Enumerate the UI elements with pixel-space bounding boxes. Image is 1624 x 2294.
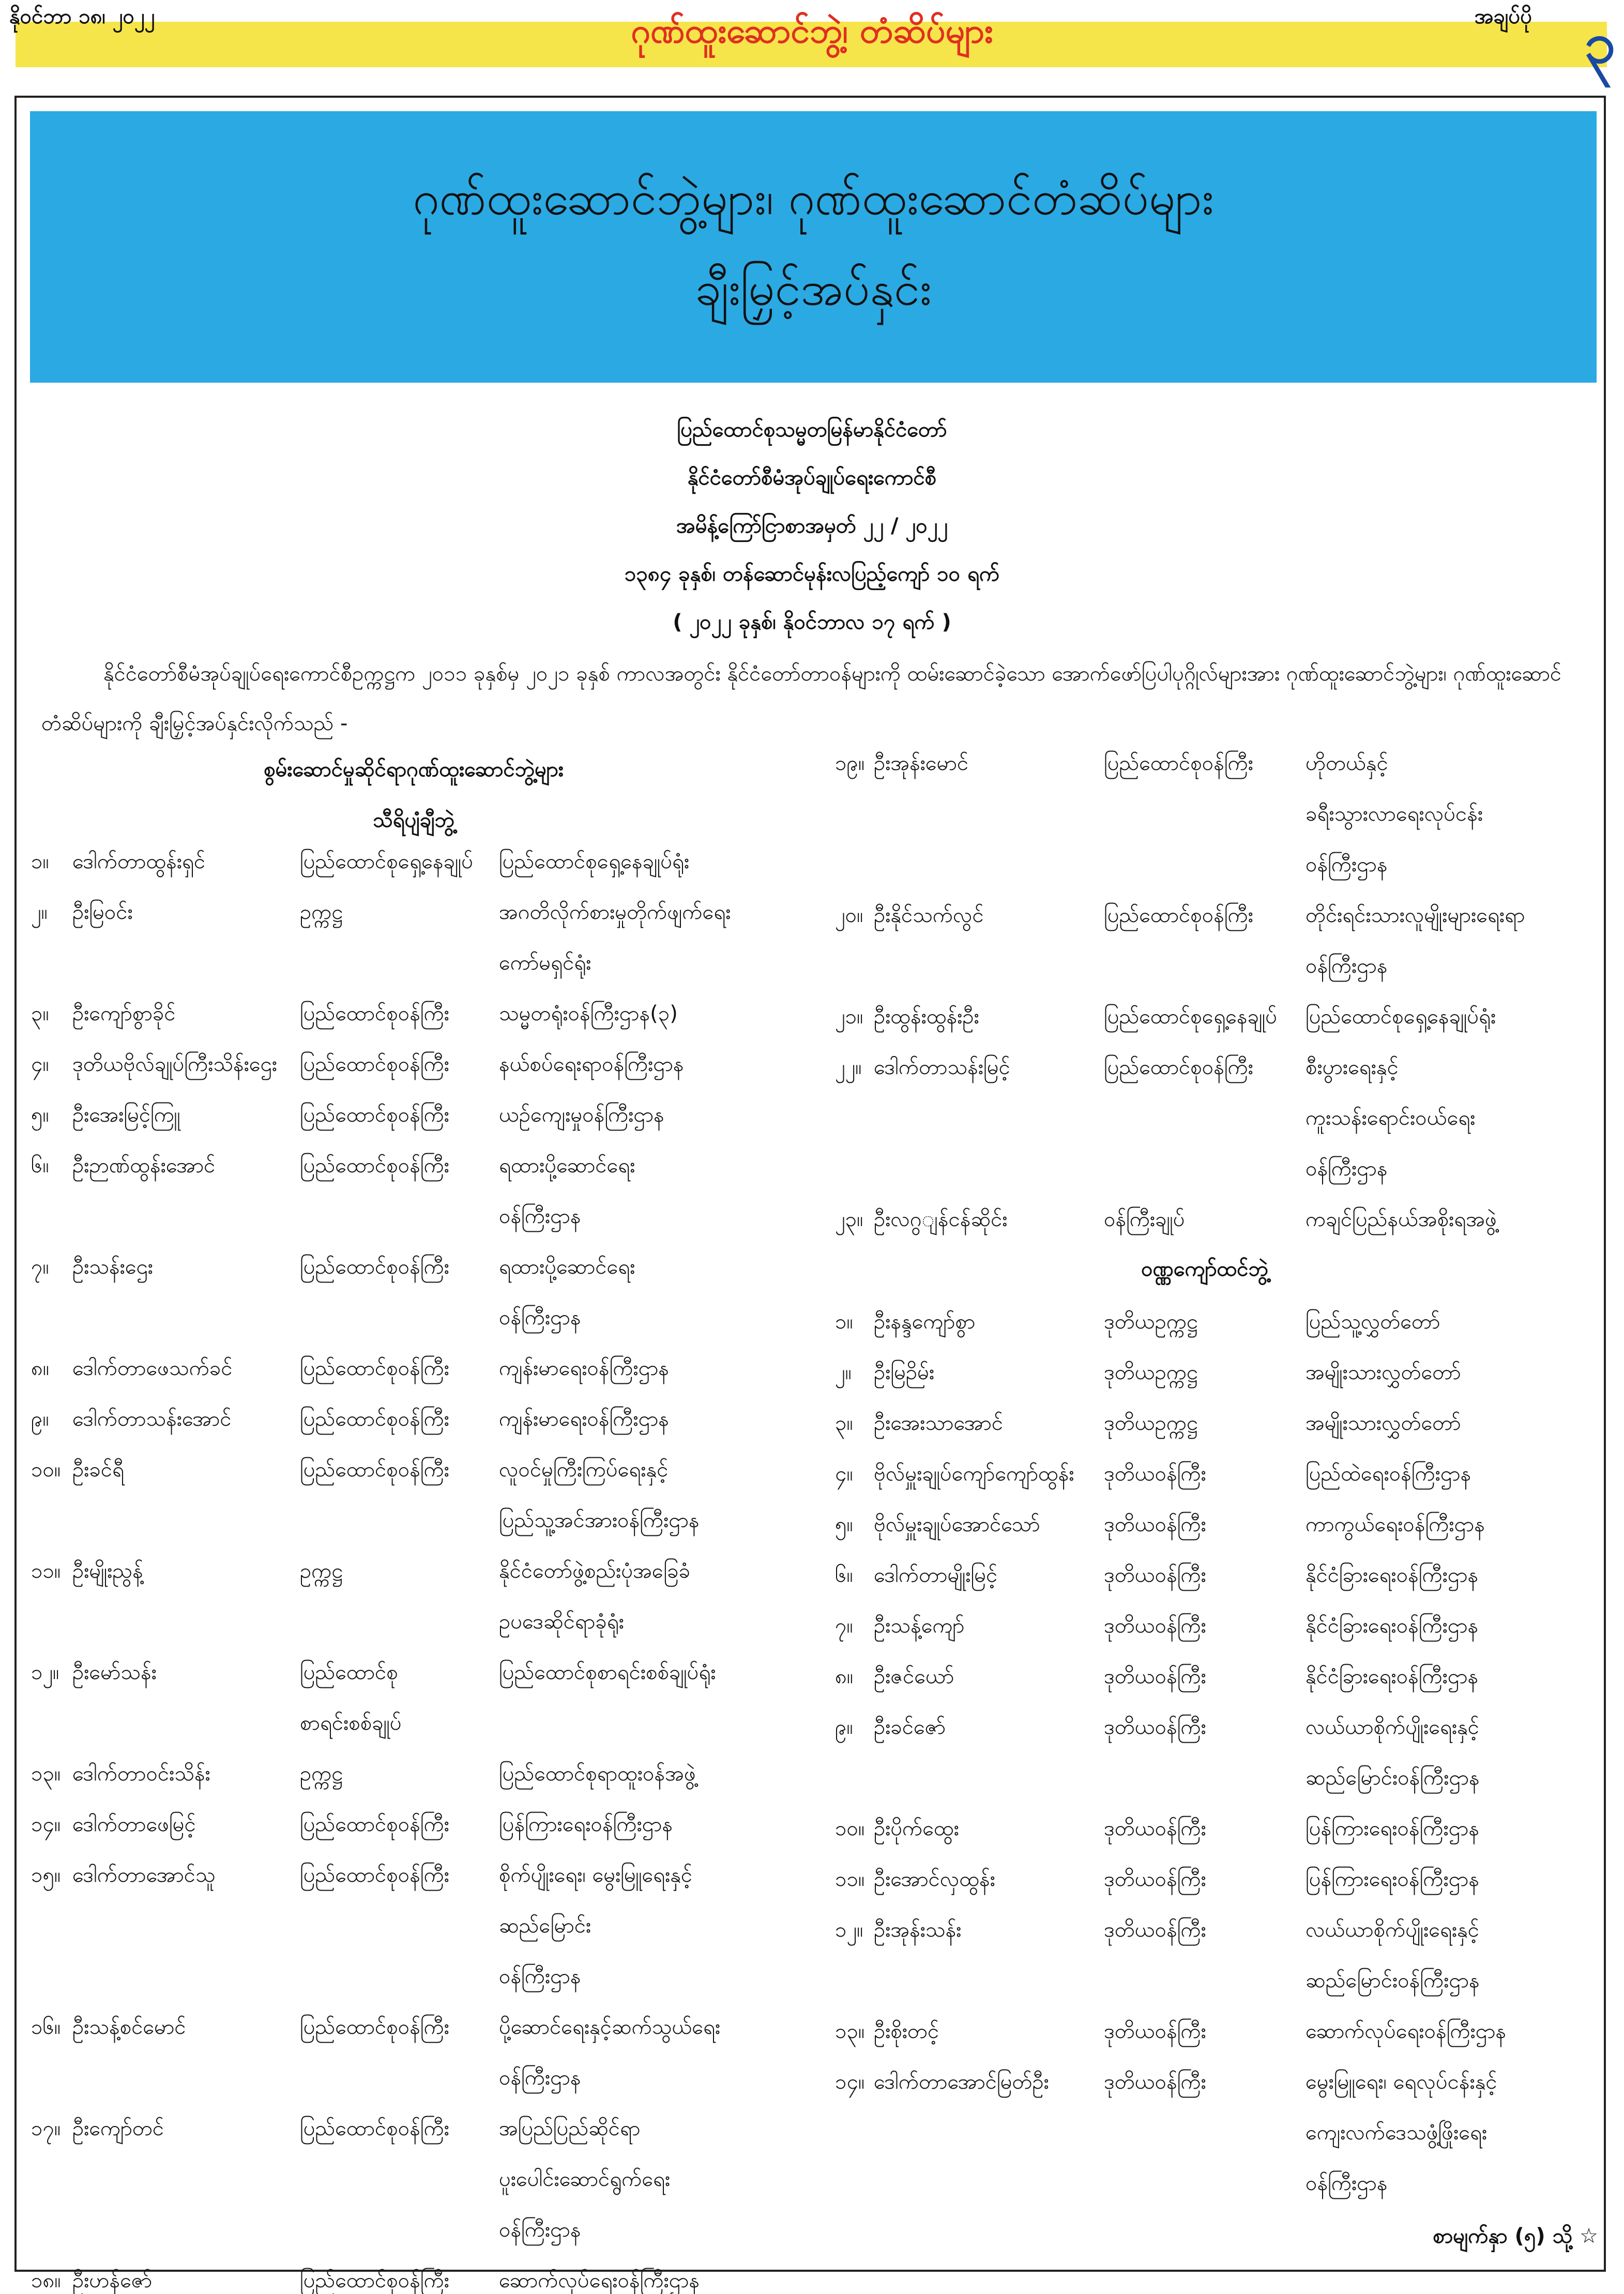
right-heading: ဝဏ္ဏကျော်ထင်ဘွဲ့	[1141, 1257, 1268, 1281]
entry-title: ဒုတိယဝန်ကြီး	[1104, 1462, 1206, 1486]
entry-office: ရထားပို့ဆောင်ရေး	[499, 1255, 635, 1279]
entry-office: ဝန်ကြီးဌာန	[499, 2066, 581, 2090]
entry-office: ယဉ်ကျေးမှုဝန်ကြီးဌာန	[499, 1103, 664, 1127]
entry-title: ဒုတိယဝန်ကြီး	[1104, 1918, 1206, 1942]
entry-name: ဒုတိယဗိုလ်ချုပ်ကြီးသိန်းဌေး	[72, 1052, 277, 1076]
entry-name: ဦးအေးသာအောင်	[874, 1411, 1003, 1435]
entry-name: ဗိုလ်မှူးချုပ်အောင်သော်	[874, 1513, 1040, 1536]
entry-name: ဦးအုန်းမောင်	[874, 751, 969, 775]
entry-office: ဝန်ကြီးဌာန	[1306, 1157, 1388, 1181]
gregorian-date: ( ၂၀၂၂ ခုနှစ်၊ နိုဝင်ဘာလ ၁၇ ရက် )	[673, 610, 951, 634]
entry-office: ပြည်ထောင်စုရှေ့နေချုပ်ရုံး	[499, 850, 690, 873]
entry-title: ပြည်ထောင်စုဝန်ကြီး	[300, 1407, 449, 1431]
entry-num: ၁၄။	[31, 1813, 61, 1836]
entry-title: ပြည်ထောင်စုဝန်ကြီး	[300, 2117, 449, 2140]
entry-office: ပူးပေါင်းဆောင်ရွက်ရေး	[499, 2167, 671, 2191]
entry-title: ဒုတိယဝန်ကြီး	[1104, 1817, 1206, 1840]
entry-name: ဦးသန့်ကျော်	[874, 1614, 965, 1638]
entry-name: ဦးဇင်ယော်	[874, 1665, 954, 1688]
entry-office: နယ်စပ်ရေးရာဝန်ကြီးဌာန	[499, 1052, 684, 1076]
entry-name: ဗိုလ်မှူးချုပ်ကျော်ကျော်ထွန်း	[874, 1462, 1074, 1486]
entry-title: ဒုတိယဥက္ကဋ္ဌ	[1104, 1310, 1198, 1334]
entry-title: ဥက္ကဋ္ဌ	[300, 900, 343, 924]
entry-num: ၆။	[835, 1563, 853, 1587]
entry-title: ပြည်ထောင်စုဝန်ကြီး	[300, 1458, 449, 1482]
entry-office: အမျိုးသားလွှတ်တော်	[1306, 1411, 1461, 1435]
entry-name: ဦးဉာဏ်ထွန်းအောင်	[72, 1154, 216, 1178]
entry-title: ပြည်ထောင်စုဝန်ကြီး	[300, 1052, 449, 1076]
entry-title: ဒုတိယဝန်ကြီး	[1104, 2070, 1206, 2094]
continued-note: စာမျက်နှာ (၅) သို့ ☆	[1433, 2224, 1598, 2248]
intro-text: နိုင်ငံတော်စီမံအုပ်ချုပ်ရေးကောင်စီဥက္ကဋ္ဌက ၂၀၁၁ ခုနှစ်မှ ၂၀၂၁ ခုနှစ် ကာလအတွင်း နိုင်ငံတော်တာဝန်များကို ထမ်းဆောင်ခဲ့သော အောက်ဖော်ပြပါပုဂ္ဂိုလ်များအား ဂုဏ်ထူးဆောင်ဘွဲ့များ၊ ဂုဏ်ထူးဆောင်တံဆိပ်များကို ချီးမြှင့်အပ်နှင်းလိုက်သည် -	[41, 662, 1562, 735]
entry-num: ၁၃။	[835, 2019, 865, 2043]
entry-num: ၁၈။	[31, 2269, 61, 2292]
entry-title: ဒုတိယဥက္ကဋ္ဌ	[1104, 1411, 1198, 1435]
entry-title: ပြည်ထောင်စုဝန်ကြီး	[1104, 751, 1253, 775]
entry-num: ၂။	[835, 1361, 852, 1384]
entry-num: ၄။	[31, 1052, 49, 1076]
entry-num: ၁၆။	[31, 2015, 61, 2039]
entry-office: ဆောက်လုပ်ရေးဝန်ကြီးဌာန	[1306, 2019, 1507, 2043]
entry-office: ဆောက်လုပ်ရေးဝန်ကြီးဌာန	[499, 2269, 700, 2292]
entry-num: ၁။	[31, 850, 49, 873]
banner-title-line2: ချီးမြှင့်အပ်နှင်း	[695, 262, 932, 316]
entry-num: ၁၅။	[31, 1863, 61, 1887]
entry-name: ဦးစိုးတင့်	[874, 2019, 939, 2043]
entry-title: ပြည်ထောင်စုဝန်ကြီး	[300, 1813, 449, 1836]
entry-office: ဆည်မြောင်းဝန်ကြီးဌာန	[1306, 1766, 1480, 1790]
entry-title: ပြည်ထောင်စုဝန်ကြီး	[1104, 903, 1253, 927]
entry-name: ဦးအုန်းသန်း	[874, 1918, 962, 1942]
entry-title: ပြည်ထောင်စုဝန်ကြီး	[300, 1255, 449, 1279]
entry-office: ဝန်ကြီးဌာန	[499, 1204, 581, 1228]
entry-office: ဝန်ကြီးဌာန	[499, 1965, 581, 1988]
entry-office: မွေးမြူရေး၊ ရေလုပ်ငန်းနှင့်	[1306, 2070, 1497, 2094]
entry-office: အပြည်ပြည်ဆိုင်ရာ	[499, 2117, 641, 2140]
page-number: ၃	[1584, 11, 1616, 76]
entry-name: ဒေါက်တာဖေသက်ခင်	[72, 1356, 233, 1380]
entry-num: ၂၂။	[835, 1055, 862, 1079]
entry-num: ၁၁။	[31, 1559, 61, 1583]
entry-num: ၁၂။	[31, 1661, 59, 1684]
entry-num: ၂။	[31, 900, 48, 924]
entry-num: ၆။	[31, 1154, 49, 1178]
entry-name: ဦးနန္ဒကျော်စွာ	[874, 1310, 976, 1334]
entry-office: သမ္မတရုံးဝန်ကြီးဌာန(၃)	[499, 1002, 678, 1025]
entry-office: ဝန်ကြီးဌာန	[499, 1306, 581, 1330]
entry-office: လူဝင်မှုကြီးကြပ်ရေးနှင့်	[499, 1458, 669, 1482]
entry-office: ကျေးလက်ဒေသဖွံ့ဖြိုးရေး	[1306, 2121, 1488, 2145]
entry-num: ၂၀။	[835, 903, 863, 927]
notification-number: အမိန့်ကြော်ငြာစာအမှတ် ၂၂ / ၂၀၂၂	[676, 514, 948, 538]
entry-num: ၂၃။	[835, 1208, 863, 1231]
entry-title: ဒုတိယဥက္ကဋ္ဌ	[1104, 1361, 1198, 1384]
entry-num: ၁၄။	[835, 2070, 865, 2094]
entry-num: ၉။	[835, 1715, 853, 1739]
entry-title: ပြည်ထောင်စုရှေ့နေချုပ်	[1104, 1005, 1277, 1029]
entry-name: ဒေါက်တာဖေမြင့်	[72, 1813, 196, 1836]
entry-title: ဒုတိယဝန်ကြီး	[1104, 1513, 1206, 1536]
entry-name: ဦးမျိုးညွန့်	[72, 1559, 143, 1583]
entry-num: ၁။	[835, 1310, 853, 1334]
entry-title: ဒုတိယဝန်ကြီး	[1104, 1665, 1206, 1688]
myanmar-date: ၁၃၈၄ ခုနှစ်၊ တန်ဆောင်မုန်းလပြည့်ကျော် ၁၀ ရက်	[624, 562, 1000, 586]
entry-office: ပို့ဆောင်ရေးနှင့်ဆက်သွယ်ရေး	[499, 2015, 721, 2039]
entry-num: ၃။	[31, 1002, 49, 1025]
entry-name: ဦးမြဝင်း	[72, 900, 133, 924]
entry-name: ဦးမြဉိမ်း	[874, 1361, 935, 1384]
entry-name: ဒေါက်တာအောင်သူ	[72, 1863, 216, 1887]
entry-num: ၇။	[835, 1614, 853, 1638]
entry-office: ပြည်ထောင်စုရှေ့နေချုပ်ရုံး	[1306, 1005, 1496, 1029]
entry-office: ခရီးသွားလာရေးလုပ်ငန်း	[1306, 802, 1483, 826]
entry-office: ဝန်ကြီးဌာန	[499, 2218, 581, 2242]
entry-name: ဒေါက်တာသန်းအောင်	[72, 1407, 232, 1431]
entry-title: စာရင်းစစ်ချုပ်	[300, 1711, 402, 1735]
entry-title: ဒုတိယဝန်ကြီး	[1104, 2019, 1206, 2043]
entry-office: စိုက်ပျိုးရေး၊ မွေးမြူရေးနှင့်	[499, 1863, 693, 1887]
entry-title: ဝန်ကြီးချုပ်	[1104, 1208, 1185, 1231]
entry-office: ကချင်ပြည်နယ်အစိုးရအဖွဲ့	[1306, 1208, 1497, 1231]
entry-title: ပြည်ထောင်စုရှေ့နေချုပ်	[300, 850, 473, 873]
entry-office: တိုင်းရင်းသားလူမျိုးများရေးရာ	[1306, 903, 1525, 927]
entry-num: ၈။	[835, 1665, 853, 1688]
entry-office: ပြည်သူ့အင်အားဝန်ကြီးဌာန	[499, 1508, 700, 1532]
entry-office: နိုင်ငံခြားရေးဝန်ကြီးဌာန	[1306, 1563, 1479, 1587]
entry-office: ကျန်းမာရေးဝန်ကြီးဌာန	[499, 1407, 669, 1431]
entry-office: စီးပွားရေးနှင့်	[1306, 1055, 1399, 1079]
entry-name: ဦးအေးမြင့်ကြူ	[72, 1103, 180, 1127]
entry-office: ပြန်ကြားရေးဝန်ကြီးဌာန	[1306, 1817, 1480, 1840]
entry-title: ပြည်ထောင်စုဝန်ကြီး	[300, 1863, 449, 1887]
entry-num: ၁၁။	[835, 1867, 865, 1891]
entry-office: ပြည်ထောင်စုရာထူးဝန်အဖွဲ့	[499, 1762, 696, 1786]
left-heading-line2: သီရိပျံချီဘွဲ့	[372, 808, 455, 832]
entry-title: ပြည်ထောင်စုဝန်ကြီး	[300, 2269, 449, 2292]
section-label: အချပ်ပို	[1474, 5, 1532, 28]
entry-title: ပြည်ထောင်စုဝန်ကြီး	[300, 2015, 449, 2039]
entry-name: ဦးကျော်တင်	[72, 2117, 164, 2140]
entry-title: ပြည်ထောင်စုဝန်ကြီး	[1104, 1055, 1253, 1079]
entry-num: ၄။	[835, 1462, 853, 1486]
entry-name: ဦးပိုက်ထွေး	[874, 1817, 959, 1840]
entry-num: ၁၃။	[31, 1762, 61, 1786]
title-banner	[30, 111, 1597, 383]
entry-office: ကာကွယ်ရေးဝန်ကြီးဌာန	[1306, 1513, 1485, 1536]
entry-office: ပြည်ထဲရေးဝန်ကြီးဌာန	[1306, 1462, 1471, 1486]
entry-name: ဒေါက်တာအောင်မြတ်ဦး	[874, 2070, 1049, 2094]
entry-num: ၅။	[835, 1513, 853, 1536]
country-name: ပြည်ထောင်စုသမ္မတမြန်မာနိုင်ငံတော်	[677, 418, 947, 442]
entry-title: ပြည်ထောင်စုဝန်ကြီး	[300, 1002, 449, 1025]
entry-title: ဒုတိယဝန်ကြီး	[1104, 1867, 1206, 1891]
entry-title: ဥက္ကဋ္ဌ	[300, 1559, 343, 1583]
entry-name: ဦးသန်းဌေး	[72, 1255, 153, 1279]
entry-name: ဦးလဂွျန်ငန်ဆိုင်း	[874, 1208, 1008, 1231]
entry-num: ၁၇။	[31, 2117, 61, 2140]
intro-paragraph	[41, 649, 1587, 748]
entry-num: ၁၉။	[835, 751, 865, 775]
entry-office: ကူးသန်းရောင်းဝယ်ရေး	[1306, 1106, 1476, 1130]
entry-num: ၁၀။	[31, 1458, 61, 1482]
header-title: ဂုဏ်ထူးဆောင်ဘွဲ့၊ တံဆိပ်များ	[631, 11, 993, 51]
entry-title: ဒုတိယဝန်ကြီး	[1104, 1715, 1206, 1739]
entry-office: ပြည်သူ့လွှတ်တော်	[1306, 1310, 1440, 1334]
issue-date: နိုဝင်ဘာ ၁၈၊ ၂၀၂၂	[9, 5, 155, 28]
entry-office: လယ်ယာစိုက်ပျိုးရေးနှင့်	[1306, 1918, 1479, 1942]
entry-office: ဆည်မြောင်းဝန်ကြီးဌာန	[1306, 1969, 1480, 1993]
entry-office: ဟိုတယ်နှင့်	[1306, 751, 1388, 775]
entry-title: ဥက္ကဋ္ဌ	[300, 1762, 343, 1786]
entry-num: ၁၂။	[835, 1918, 863, 1942]
entry-name: ဒေါက်တာထွန်းရှင်	[72, 850, 206, 873]
entry-name: ဦးခင်ရီ	[72, 1458, 124, 1482]
entry-num: ၇။	[31, 1255, 49, 1279]
entry-name: ဒေါက်တာသန်းမြင့်	[874, 1055, 1010, 1079]
entry-name: ဦးဟန်ဇော်	[72, 2269, 153, 2292]
entry-num: ၅။	[31, 1103, 49, 1127]
entry-office: ပြန်ကြားရေးဝန်ကြီးဌာန	[1306, 1867, 1480, 1891]
entry-title: ပြည်ထောင်စုဝန်ကြီး	[300, 1103, 449, 1127]
entry-num: ၃။	[835, 1411, 853, 1435]
entry-title: ပြည်ထောင်စုဝန်ကြီး	[300, 1356, 449, 1380]
entry-name: ဦးသန့်စင်မောင်	[72, 2015, 186, 2039]
entry-office: ဝန်ကြီးဌာန	[1306, 853, 1388, 877]
entry-num: ၁၀။	[835, 1817, 865, 1840]
entry-name: ဦးမော်သန်း	[72, 1661, 157, 1684]
entry-office: ဆည်မြောင်း	[499, 1914, 591, 1938]
entry-office: လယ်ယာစိုက်ပျိုးရေးနှင့်	[1306, 1715, 1479, 1739]
entry-office: ကော်မရှင်ရုံး	[499, 951, 591, 975]
entry-office: ဝန်ကြီးဌာန	[1306, 954, 1388, 978]
entry-num: ၉။	[31, 1407, 49, 1431]
entry-title: ဒုတိယဝန်ကြီး	[1104, 1614, 1206, 1638]
entry-name: ဦးကျော်စွာခိုင်	[72, 1002, 176, 1025]
entry-office: ရထားပို့ဆောင်ရေး	[499, 1154, 635, 1178]
entry-office: အဂတိလိုက်စားမှုတိုက်ဖျက်ရေး	[499, 900, 731, 924]
entry-office: နိုင်ငံခြားရေးဝန်ကြီးဌာန	[1306, 1665, 1479, 1688]
entry-title: ပြည်ထောင်စု	[300, 1661, 398, 1684]
entry-office: အမျိုးသားလွှတ်တော်	[1306, 1361, 1461, 1384]
entry-title: ပြည်ထောင်စုဝန်ကြီး	[300, 1154, 449, 1178]
entry-title: ဒုတိယဝန်ကြီး	[1104, 1563, 1206, 1587]
entry-office: နိုင်ငံခြားရေးဝန်ကြီးဌာန	[1306, 1614, 1479, 1638]
entry-name: ဦးထွန်းထွန်းဦး	[874, 1005, 979, 1029]
entry-num: ၈။	[31, 1356, 49, 1380]
entry-num: ၂၁။	[835, 1005, 863, 1029]
entry-office: ပြန်ကြားရေးဝန်ကြီးဌာန	[499, 1813, 673, 1836]
entry-name: ဦးနိုင်သက်လွင်	[874, 903, 984, 927]
banner-title-line1: ဂုဏ်ထူးဆောင်ဘွဲ့များ၊ ဂုဏ်ထူးဆောင်တံဆိပ်များ	[413, 171, 1214, 225]
entry-office: ဝန်ကြီးဌာန	[1306, 2171, 1388, 2195]
entry-name: ဦးအောင်လှထွန်း	[874, 1867, 995, 1891]
entry-name: ဦးခင်ဇော်	[874, 1715, 946, 1739]
entry-office: နိုင်ငံတော်ဖွဲ့စည်းပုံအခြေခံ	[499, 1559, 691, 1583]
council-name: နိုင်ငံတော်စီမံအုပ်ချုပ်ရေးကောင်စီ	[687, 466, 937, 490]
entry-office: ပြည်ထောင်စုစာရင်းစစ်ချုပ်ရုံး	[499, 1661, 716, 1684]
left-heading-line1: စွမ်းဆောင်မှုဆိုင်ရာဂုဏ်ထူးဆောင်ဘွဲ့များ	[264, 758, 564, 781]
entry-office: ကျန်းမာရေးဝန်ကြီးဌာန	[499, 1356, 669, 1380]
entry-name: ဒေါက်တာဝင်းသိန်း	[72, 1762, 210, 1786]
entry-name: ဒေါက်တာမျိုးမြင့်	[874, 1563, 998, 1587]
entry-office: ဥပဒေဆိုင်ရာခုံရုံး	[499, 1610, 624, 1634]
